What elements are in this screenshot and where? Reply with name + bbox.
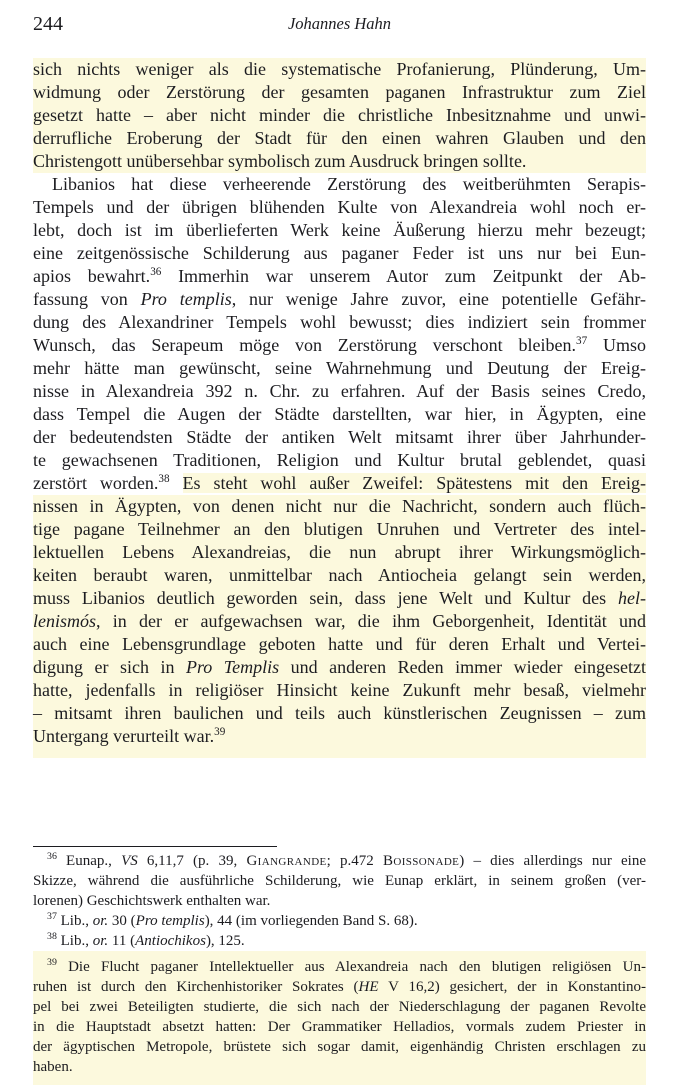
text-segment: eine zeitgenössische Schilderung aus paganer Feder ist uns nur bei Eun- xyxy=(33,243,646,263)
text-line xyxy=(33,541,646,564)
footnote-38 xyxy=(33,931,646,951)
text-segment: hel- xyxy=(618,588,646,608)
text-segment: zerstört worden. xyxy=(33,473,159,493)
paragraph-2 xyxy=(33,173,646,758)
text-segment: , nur wenige Jahre zuvor, eine potentielle Gefähr- xyxy=(231,289,647,309)
text-segment: auch eine Lebensgrundlage geboten hatte und für deren Erhalt und Vertei- xyxy=(33,634,646,654)
text-line xyxy=(33,633,646,656)
text-segment: lenismós xyxy=(33,611,96,631)
text-line xyxy=(33,311,646,334)
text-segment: ), 44 (im vorliegenden Band S. 68). xyxy=(204,913,418,929)
text-segment: ruhen ist durch den Kirchenhistoriker Sokrates ( xyxy=(33,979,359,995)
text-line xyxy=(33,725,646,758)
text-segment: Pro templis xyxy=(135,913,205,929)
text-segment: Wunsch, das Serapeum möge von Zerstörung verschont bleiben. xyxy=(33,335,576,355)
text-line xyxy=(33,1057,646,1077)
text-line xyxy=(33,104,646,127)
text-segment: Boissonade xyxy=(382,853,460,869)
text-segment: 11 ( xyxy=(108,933,136,949)
footnote-36 xyxy=(33,851,646,911)
text-segment: und anderen Reden immer wieder eingesetzt xyxy=(279,657,647,677)
text-segment: 6,11,7 (p. 39, xyxy=(137,853,247,869)
text-segment: fassung von xyxy=(33,289,141,309)
text-line xyxy=(33,219,646,242)
text-segment: Lib., xyxy=(56,933,93,949)
text-segment: apios bewahrt. xyxy=(33,266,151,286)
text-segment xyxy=(170,473,183,493)
text-segment: muss Libanios deutlich geworden sein, dass jene Welt und Kultur des xyxy=(33,588,619,608)
text-line xyxy=(33,656,646,679)
paragraph-1 xyxy=(33,58,646,173)
text-line xyxy=(33,957,646,977)
text-line xyxy=(33,702,646,725)
text-segment: , in der er aufgewachsen war, die ihm Geborgenheit, Identität und xyxy=(96,611,646,631)
text-line xyxy=(33,1017,646,1037)
footnote-ref: 37 xyxy=(575,335,588,347)
text-segment: – mitsamt ihren baulichen und teils auch künstlerischen Zeugnissen – zum xyxy=(33,703,646,723)
text-segment: Tempels und der übrigen blühenden Kulte von Alexandreia wohl noch er- xyxy=(33,197,646,217)
text-segment: Lib., xyxy=(56,913,93,929)
text-line xyxy=(33,242,646,265)
text-segment: digung er sich in xyxy=(33,657,186,677)
footnotes-section xyxy=(33,851,646,1085)
text-line xyxy=(33,81,646,104)
text-line xyxy=(33,679,646,702)
text-segment: ; p.472 xyxy=(326,853,383,869)
footnote-ref: 39 xyxy=(47,957,57,968)
text-segment: in die Hauptstadt absetzt hatten: Der Grammatiker Helladios, vormals zudem Priester in xyxy=(33,1019,646,1035)
footnote-ref: 36 xyxy=(47,851,57,862)
text-segment: lektuellen Lebens Alexandreias, die nun abrupt ihrer Wirkungsmöglich- xyxy=(33,542,646,562)
footnote-39 xyxy=(33,951,646,1085)
footnote-ref: 38 xyxy=(47,931,57,942)
text-segment: haben. xyxy=(33,1059,73,1075)
text-line xyxy=(33,196,646,219)
text-line xyxy=(33,472,646,495)
text-segment: tige pagane Teilnehmer an den blutigen Unruhen und Vertreter des intel- xyxy=(33,519,646,539)
text-segment: nisse in Alexandreia 392 n. Chr. zu erfahren. Auf der Basis seines Credo, xyxy=(33,381,646,401)
text-segment: Es steht wohl außer Zweifel: Spätestens mit den Ereig- xyxy=(182,473,646,493)
text-line xyxy=(33,871,646,891)
text-segment: ), 125. xyxy=(205,933,245,949)
text-segment: or. xyxy=(92,933,109,949)
text-segment: lorenen) Geschichtswerk enthalten war. xyxy=(33,893,271,909)
text-line xyxy=(33,587,646,610)
footnote-separator xyxy=(33,846,277,847)
text-line xyxy=(33,518,646,541)
text-line xyxy=(33,610,646,633)
text-line xyxy=(33,357,646,380)
footnote-ref: 37 xyxy=(47,911,57,922)
text-segment: V 16,2) gesichert, der in Konstantino- xyxy=(378,979,647,995)
text-line xyxy=(33,403,646,426)
text-line xyxy=(33,564,646,587)
page-number: 244 xyxy=(33,13,63,35)
text-line xyxy=(33,127,646,150)
text-segment: or. xyxy=(92,913,109,929)
text-segment: keiten beraubt waren, unmittelbar nach Antiocheia gelangt sein werden, xyxy=(33,565,646,585)
text-segment: te gewachsenen Traditionen, Religion und Kultur brutal geblendet, quasi xyxy=(33,450,646,470)
text-segment: der bedeutendsten Städte der antiken Welt mitsamt ihrer über Jahrhunder- xyxy=(33,427,646,447)
text-segment: der ägyptischen Metropole, brüstete sich sogar damit, eigenhändig Christen erschlagen zu xyxy=(33,1039,646,1055)
text-segment: widmung oder Zerstörung der gesamten paganen Infrastruktur zum Ziel xyxy=(33,82,646,102)
text-line xyxy=(33,426,646,449)
text-segment: hatte, jedenfalls in religiöser Hinsicht keine Zukunft mehr besaß, vielmehr xyxy=(33,680,646,700)
text-line xyxy=(33,334,646,357)
running-header xyxy=(33,12,646,36)
text-line xyxy=(33,851,646,871)
text-line xyxy=(33,449,646,472)
text-segment: ) – dies allerdings nur eine xyxy=(459,853,647,869)
text-line xyxy=(33,931,646,951)
text-segment: Pro templis xyxy=(140,289,232,309)
text-segment: Umso xyxy=(587,335,646,355)
text-segment: lebt, doch ist im überlieferten Werk keine Äußerung hierzu mehr bezeugt; xyxy=(33,220,646,240)
text-segment: Die Flucht paganer Intellektueller aus Alexandreia nach den blutigen religiösen Un- xyxy=(56,959,646,975)
text-line xyxy=(33,173,646,196)
text-line xyxy=(33,265,646,288)
text-line xyxy=(33,380,646,403)
footnote-ref: 39 xyxy=(214,726,226,738)
text-segment: Christengott unübersehbar symbolisch zum Ausdruck bringen sollte. xyxy=(33,151,527,171)
text-segment: dung des Alexandriner Tempels wohl bewusst; dies indiziert sein frommer xyxy=(33,312,646,332)
running-head: Johannes Hahn xyxy=(287,14,392,33)
text-line xyxy=(33,495,646,518)
footnote-37 xyxy=(33,911,646,931)
body-text xyxy=(33,58,646,758)
text-segment: VS xyxy=(121,853,138,869)
text-segment: Libanios hat diese verheerende Zerstörung des weitberühmten Serapis- xyxy=(52,174,646,194)
text-segment: sich nichts weniger als die systematische Profanierung, Plünderung, Um- xyxy=(33,59,646,79)
text-line xyxy=(33,58,646,81)
text-line xyxy=(33,288,646,311)
text-segment: Antiochikos xyxy=(135,933,206,949)
text-segment: derrufliche Eroberung der Stadt für den einen wahren Glauben und den xyxy=(33,128,646,148)
text-segment: gesetzt hatte – aber nicht minder die christliche Inbesitznahme und unwi- xyxy=(33,105,646,125)
text-segment: HE xyxy=(358,979,379,995)
text-segment: pel bei zwei Beteiligten studierte, die sich nach der Niederschlagung der paganen Revolte xyxy=(33,999,646,1015)
text-segment: Eunap., xyxy=(56,853,122,869)
text-line xyxy=(33,1037,646,1057)
text-line xyxy=(33,891,646,911)
text-line xyxy=(33,150,646,173)
text-segment: Pro Templis xyxy=(185,657,280,677)
text-segment: Skizze, während die ausführliche Schilderung, wie Eunap erklärt, in seinem großen (ver- xyxy=(33,873,646,889)
text-line xyxy=(33,997,646,1017)
text-segment: Immerhin war unserem Autor zum Zeitpunkt der Ab- xyxy=(161,266,646,286)
text-segment: 30 ( xyxy=(108,913,136,929)
page-content xyxy=(0,12,679,1085)
text-segment: Giangrande xyxy=(246,853,327,869)
text-line xyxy=(33,977,646,997)
text-segment: nissen in Ägypten, von denen nicht nur die Nachricht, sondern auch flüch- xyxy=(33,496,646,516)
text-line xyxy=(33,911,646,931)
text-segment: Untergang verurteilt war. xyxy=(33,726,215,746)
text-segment: dass Tempel die Augen der Städte darstellten, war hier, in Ägypten, eine xyxy=(33,404,646,424)
footnote-ref: 38 xyxy=(158,473,170,485)
footnote-ref: 36 xyxy=(150,266,162,278)
text-segment: mehr hätte man gewünscht, seine Wahrnehmung und Deutung der Ereig- xyxy=(33,358,646,378)
